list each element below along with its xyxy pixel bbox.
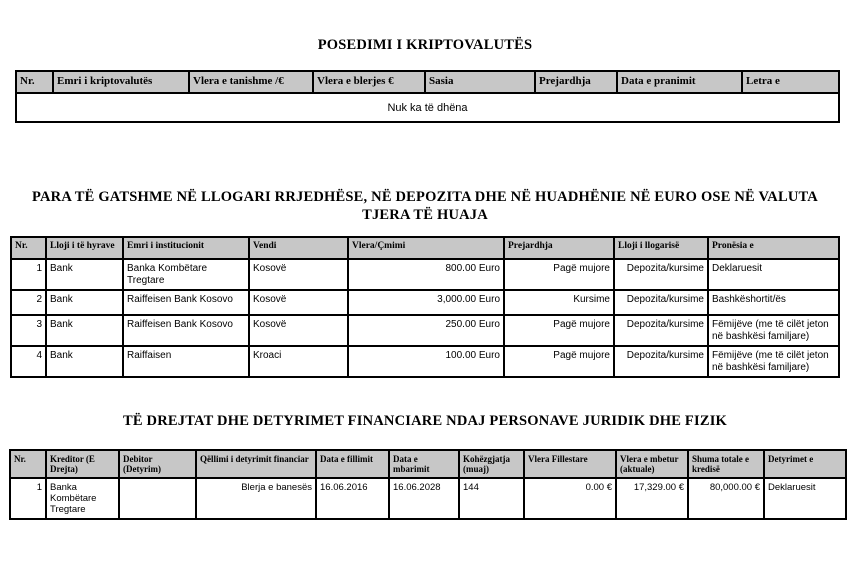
cell-prejardhja: Pagë mujore	[504, 259, 614, 290]
column-header-vendi: Vendi	[249, 237, 348, 259]
section-title-obligations-text: TË DREJTAT DHE DETYRIMET FINANCIARE NDAJ PERSONAVE JURIDIK DHE FIZIK	[122, 413, 728, 429]
column-header-kohezgjatja: Kohëzgjatja (muaj)	[459, 450, 524, 478]
table-row	[11, 259, 839, 290]
cell-prejardhja: Pagë mujore	[504, 315, 614, 346]
cell-vlera: 3,000.00 Euro	[348, 290, 504, 315]
column-header-kreditor: Kreditor (E Drejta)	[46, 450, 119, 478]
cell-emri: Raiffeisen Bank Kosovo	[123, 315, 249, 346]
cell-data-fillimit: 16.06.2016	[316, 478, 389, 519]
column-header-emri: Emri i kriptovalutës	[53, 71, 189, 93]
cell-pronesia: Fëmijëve (me të cilët jeton në bashkësi familjare)	[708, 315, 839, 346]
column-header-lloji-hyrave: Lloji i të hyrave	[46, 237, 123, 259]
column-header-debitor: Debitor (Detyrim)	[119, 450, 196, 478]
obligations-table	[9, 449, 847, 520]
cell-vlera-fillestare: 0.00 €	[524, 478, 616, 519]
column-header-prejardhja: Prejardhja	[504, 237, 614, 259]
section-title-crypto	[0, 36, 850, 54]
cell-lloji-llogarise: Depozita/kursime	[614, 259, 708, 290]
table-row	[11, 290, 839, 315]
column-header-sasia: Sasia	[425, 71, 535, 93]
column-header-vlera-fillestare: Vlera Fillestare	[524, 450, 616, 478]
column-header-detyrimet: Detyrimet e	[764, 450, 846, 478]
cell-lloji-llogarise: Depozita/kursime	[614, 346, 708, 377]
cell-lloji: Bank	[46, 259, 123, 290]
cell-lloji-llogarise: Depozita/kursime	[614, 315, 708, 346]
cell-vendi: Kroaci	[249, 346, 348, 377]
cell-lloji: Bank	[46, 315, 123, 346]
column-header-shuma-totale: Shuma totale e kredisë	[688, 450, 764, 478]
column-header-vlera-tanishme: Vlera e tanishme /€	[189, 71, 313, 93]
cell-prejardhja: Kursime	[504, 290, 614, 315]
column-header-data-fillimit: Data e fillimit	[316, 450, 389, 478]
empty-message: Nuk ka të dhëna	[16, 93, 839, 122]
column-header-emri-institucionit: Emri i institucionit	[123, 237, 249, 259]
column-header-vlera-cmimi: Vlera/Çmimi	[348, 237, 504, 259]
cell-emri: Banka Kombëtare Tregtare	[123, 259, 249, 290]
cell-emri: Raiffaisen	[123, 346, 249, 377]
section-title-cash	[0, 188, 850, 224]
cash-table	[10, 236, 840, 378]
crypto-table	[15, 70, 840, 123]
cell-nr: 2	[11, 290, 46, 315]
cell-nr: 1	[10, 478, 46, 519]
column-header-data-pranimit: Data e pranimit	[617, 71, 742, 93]
cell-emri: Raiffeisen Bank Kosovo	[123, 290, 249, 315]
section-title-obligations	[0, 412, 850, 430]
column-header-qellimi: Qëllimi i detyrimit financiar	[196, 450, 316, 478]
cell-prejardhja: Pagë mujore	[504, 346, 614, 377]
column-header-nr: Nr.	[16, 71, 53, 93]
cell-nr: 1	[11, 259, 46, 290]
column-header-data-mbarimit: Data e mbarimit	[389, 450, 459, 478]
cell-vlera: 800.00 Euro	[348, 259, 504, 290]
cell-vendi: Kosovë	[249, 259, 348, 290]
cell-vendi: Kosovë	[249, 290, 348, 315]
section-title-crypto-text: POSEDIMI I KRIPTOVALUTËS	[317, 37, 533, 53]
column-header-lloji-llogarise: Lloji i llogarisë	[614, 237, 708, 259]
column-header-nr: Nr.	[10, 450, 46, 478]
cell-pronesia: Deklaruesit	[708, 259, 839, 290]
column-header-pronesia: Pronësia e	[708, 237, 839, 259]
column-header-nr: Nr.	[11, 237, 46, 259]
cell-kohezgjatja: 144	[459, 478, 524, 519]
cell-lloji-llogarise: Depozita/kursime	[614, 290, 708, 315]
table-row	[10, 478, 846, 519]
section-title-cash-text: PARA TË GATSHME NË LLOGARI RRJEDHËSE, NË DEPOZITA DHE NË HUADHËNIE NË EURO OSE NË VALUTA TJERA TË HUAJA	[32, 189, 818, 224]
table-row	[11, 315, 839, 346]
column-header-vlera-blerjes: Vlera e blerjes €	[313, 71, 425, 93]
cell-debitor	[119, 478, 196, 519]
cell-qellimi: Blerja e banesës	[196, 478, 316, 519]
crypto-table-header-row	[16, 71, 839, 93]
column-header-vlera-mbetur: Vlera e mbetur (aktuale)	[616, 450, 688, 478]
cell-pronesia: Bashkëshortit/ës	[708, 290, 839, 315]
cell-nr: 3	[11, 315, 46, 346]
cell-detyrimet: Deklaruesit	[764, 478, 846, 519]
cell-vlera: 250.00 Euro	[348, 315, 504, 346]
cash-table-header-row	[11, 237, 839, 259]
cell-lloji: Bank	[46, 346, 123, 377]
cell-vendi: Kosovë	[249, 315, 348, 346]
obligations-table-header-row	[10, 450, 846, 478]
cell-nr: 4	[11, 346, 46, 377]
cell-data-mbarimit: 16.06.2028	[389, 478, 459, 519]
crypto-table-empty-row	[16, 93, 839, 122]
cell-kreditor: Banka Kombëtare Tregtare	[46, 478, 119, 519]
cell-lloji: Bank	[46, 290, 123, 315]
cell-shuma-totale: 80,000.00 €	[688, 478, 764, 519]
cell-vlera: 100.00 Euro	[348, 346, 504, 377]
table-row	[11, 346, 839, 377]
column-header-letra: Letra e	[742, 71, 839, 93]
column-header-prejardhja: Prejardhja	[535, 71, 617, 93]
cell-vlera-mbetur: 17,329.00 €	[616, 478, 688, 519]
cell-pronesia: Fëmijëve (me të cilët jeton në bashkësi familjare)	[708, 346, 839, 377]
